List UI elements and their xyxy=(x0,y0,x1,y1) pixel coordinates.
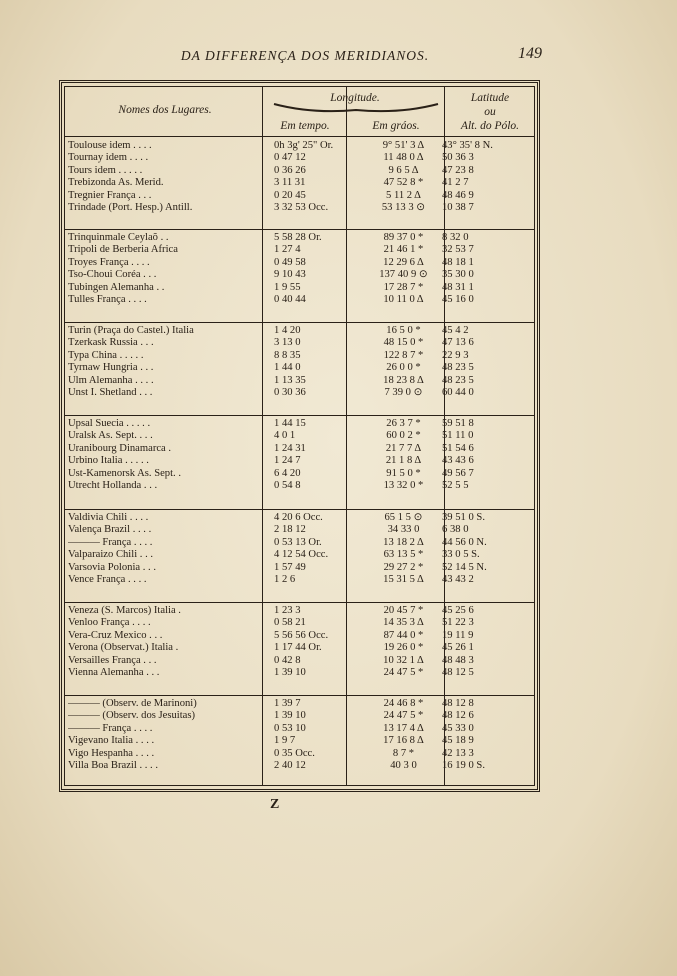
degree-value: 21 1 8 Δ xyxy=(385,455,422,467)
header-em-tempo: Em tempo. xyxy=(280,120,330,132)
table-row xyxy=(66,418,534,430)
place-name: Tulles França . . . . xyxy=(68,294,147,305)
place-name: Vigevano Italia . . . . xyxy=(68,735,155,747)
time-value: 4 0 1 xyxy=(274,430,296,442)
degree-value: 5 11 2 Δ xyxy=(386,189,421,201)
latitude-value: 43 43 2 xyxy=(442,574,474,585)
time-value: 1 44 0 xyxy=(274,362,301,374)
time-value: 0 36 26 xyxy=(274,164,306,176)
degree-value: 63 13 5 * xyxy=(383,549,424,561)
degree-value: 14 35 3 Δ xyxy=(383,617,424,629)
header-longitude: Longitude. xyxy=(330,92,380,104)
time-value: 0 47 12 xyxy=(274,152,306,164)
degree-value: 10 11 0 Δ xyxy=(383,294,424,305)
place-name: Vigo Hespanha . . . . xyxy=(68,747,155,759)
latitude-value: 52 5 5 xyxy=(442,480,469,491)
table-row xyxy=(66,723,534,735)
latitude-value: 47 13 6 xyxy=(442,337,474,349)
place-name: Vera-Cruz Mexico . . . xyxy=(68,629,163,641)
table-row xyxy=(66,190,534,202)
table-row xyxy=(66,655,534,667)
latitude-value: 49 56 7 xyxy=(442,467,474,479)
latitude-value: 8 32 0 xyxy=(442,232,469,243)
degree-value: 19 26 0 * xyxy=(383,642,424,654)
table-row xyxy=(66,574,534,586)
time-value: 3 11 31 xyxy=(274,177,306,189)
table-row xyxy=(66,443,534,455)
table-row xyxy=(66,698,534,710)
place-name: Vienna Alemanha . . . xyxy=(68,667,160,678)
time-value: 1 57 49 xyxy=(274,561,306,573)
table-row xyxy=(66,140,534,152)
place-name: Valdivia Chili . . . . xyxy=(68,512,149,523)
degree-value: 29 27 2 * xyxy=(383,561,424,573)
place-name: Valença Brazil . . . . xyxy=(68,524,152,536)
degree-value: 87 44 0 * xyxy=(383,629,424,641)
latitude-value: 48 12 6 xyxy=(442,710,474,722)
group-rule xyxy=(64,509,535,510)
time-value: 6 4 20 xyxy=(274,467,301,479)
latitude-value: 60 44 0 xyxy=(442,387,474,398)
degree-value: 15 31 5 Δ xyxy=(383,574,424,585)
time-value: 1 44 15 xyxy=(274,418,306,429)
place-name: Valparaizo Chili . . . xyxy=(68,549,154,561)
degree-value: 9 6 5 Δ xyxy=(388,164,419,176)
place-name: ——— (Observ. de Marinoni) xyxy=(68,698,197,709)
degree-value: 7 39 0 ⊙ xyxy=(384,387,423,398)
degree-value: 8 7 * xyxy=(392,747,415,759)
latitude-value: 22 9 3 xyxy=(442,349,469,361)
place-name: Tubingen Alemanha . . xyxy=(68,281,165,293)
table-row xyxy=(66,325,534,337)
latitude-value: 6 38 0 xyxy=(442,524,469,536)
place-name: ——— (Observ. dos Jesuitas) xyxy=(68,710,196,722)
table-row xyxy=(66,152,534,164)
latitude-value: 41 2 7 xyxy=(442,177,469,189)
degree-value: 137 40 9 ⊙ xyxy=(379,269,428,281)
table-row xyxy=(66,710,534,722)
time-value: 5 56 56 Occ. xyxy=(274,629,329,641)
table-row xyxy=(66,257,534,269)
table-row xyxy=(66,375,534,387)
place-name: Uranibourg Dinamarca . xyxy=(68,442,172,454)
degree-value: 48 15 0 * xyxy=(383,337,424,349)
degree-value: 21 7 7 Δ xyxy=(385,442,422,454)
table-row xyxy=(66,642,534,654)
degree-value: 17 16 8 Δ xyxy=(383,735,424,747)
place-name: Unst I. Shetland . . . xyxy=(68,387,153,398)
latitude-value: 45 33 0 xyxy=(442,722,474,734)
time-value: 1 17 44 Or. xyxy=(274,642,322,654)
group-rule xyxy=(64,322,535,323)
table-row xyxy=(66,337,534,349)
place-name: Tzerkask Russia . . . xyxy=(68,337,154,349)
latitude-value: 43 43 6 xyxy=(442,455,474,467)
time-value: 0 53 13 Or. xyxy=(274,536,322,548)
table-row xyxy=(66,735,534,747)
place-name: Tso-Choui Coréa . . . xyxy=(68,269,157,281)
degree-value: 122 8 7 * xyxy=(383,349,424,361)
place-name: Venloo França . . . . xyxy=(68,617,151,629)
table-row xyxy=(66,468,534,480)
table-row xyxy=(66,524,534,536)
time-value: 1 13 35 xyxy=(274,374,306,386)
place-name: Toulouse idem . . . . xyxy=(68,140,152,151)
time-value: 3 32 53 Occ. xyxy=(274,202,329,213)
degree-value: 24 47 5 * xyxy=(383,667,424,678)
header-latitude-alt: Alt. do Pólo. xyxy=(460,120,520,132)
place-name: ——— França . . . . xyxy=(68,536,153,548)
place-name: Ulm Alemanha . . . . xyxy=(68,374,154,386)
latitude-value: 43° 35' 8 N. xyxy=(442,140,493,151)
header-em-graos: Em gráos. xyxy=(372,120,420,132)
latitude-value: 51 11 0 xyxy=(442,430,474,442)
time-value: 2 18 12 xyxy=(274,524,306,536)
table-row xyxy=(66,748,534,760)
place-name: Trebizonda As. Merid. xyxy=(68,177,164,189)
time-value: 0 40 44 xyxy=(274,294,306,305)
latitude-value: 51 54 6 xyxy=(442,442,474,454)
signature-mark: Z xyxy=(270,797,280,812)
degree-value: 16 5 0 * xyxy=(386,325,421,336)
time-value: 8 8 35 xyxy=(274,349,301,361)
latitude-value: 45 18 9 xyxy=(442,735,474,747)
place-name: Ust-Kamenorsk As. Sept. . xyxy=(68,467,181,479)
time-value: 1 27 4 xyxy=(274,244,301,256)
place-name: Vence França . . . . xyxy=(68,574,147,585)
place-name: ——— França . . . . xyxy=(68,722,153,734)
header-names: Nomes dos Lugares. xyxy=(118,104,212,116)
degree-value: 34 33 0 xyxy=(387,524,420,536)
running-head: DA DIFFERENÇA DOS MERIDIANOS. xyxy=(180,48,430,63)
time-value: 1 9 55 xyxy=(274,281,301,293)
time-value: 0 49 58 xyxy=(274,256,306,268)
header-latitude: Latitude xyxy=(470,92,510,104)
degree-value: 53 13 3 ⊙ xyxy=(381,202,426,213)
time-value: 1 39 10 xyxy=(274,667,306,678)
latitude-value: 10 38 7 xyxy=(442,202,474,213)
degree-value: 21 46 1 * xyxy=(383,244,424,256)
degree-value: 91 5 0 * xyxy=(386,467,421,479)
latitude-value: 48 23 5 xyxy=(442,374,474,386)
place-name: Tyrnaw Hungria . . . xyxy=(68,362,154,374)
time-value: 0 42 8 xyxy=(274,654,301,666)
header-rule xyxy=(64,136,535,137)
latitude-value: 48 46 9 xyxy=(442,189,474,201)
table-row xyxy=(66,387,534,399)
time-value: 0h 3g' 25" Or. xyxy=(274,140,334,151)
degree-value: 17 28 7 * xyxy=(383,281,424,293)
latitude-value: 45 25 6 xyxy=(442,605,474,616)
time-value: 1 23 3 xyxy=(274,605,301,616)
place-name: Trindade (Port. Hesp.) Antill. xyxy=(68,202,193,213)
place-name: Trinquinmale Ceylaõ . . xyxy=(68,232,169,243)
place-name: Villa Boa Brazil . . . . xyxy=(68,760,158,771)
latitude-value: 42 13 3 xyxy=(442,747,474,759)
time-value: 5 58 28 Or. xyxy=(274,232,322,243)
table-row xyxy=(66,480,534,492)
degree-value: 9° 51' 3 Δ xyxy=(382,140,425,151)
table-row xyxy=(66,232,534,244)
latitude-value: 59 51 8 xyxy=(442,418,474,429)
degree-value: 60 0 2 * xyxy=(386,430,421,442)
time-value: 4 20 6 Occ. xyxy=(274,512,323,523)
time-value: 0 54 8 xyxy=(274,480,301,491)
degree-value: 89 37 0 * xyxy=(383,232,424,243)
table-row xyxy=(66,455,534,467)
degree-value: 26 3 7 * xyxy=(386,418,421,429)
time-value: 1 39 7 xyxy=(274,698,301,709)
latitude-value: 45 4 2 xyxy=(442,325,469,336)
latitude-value: 32 53 7 xyxy=(442,244,474,256)
latitude-value: 48 12 8 xyxy=(442,698,474,709)
table-row xyxy=(66,617,534,629)
table-row xyxy=(66,630,534,642)
degree-value: 20 45 7 * xyxy=(383,605,424,616)
time-value: 0 20 45 xyxy=(274,189,306,201)
table-row xyxy=(66,282,534,294)
time-value: 0 30 36 xyxy=(274,387,306,398)
latitude-value: 48 23 5 xyxy=(442,362,474,374)
degree-value: 13 18 2 Δ xyxy=(383,536,424,548)
latitude-value: 33 0 5 S. xyxy=(442,549,480,561)
place-name: Uralsk As. Sept. . . . xyxy=(68,430,153,442)
latitude-value: 48 12 5 xyxy=(442,667,474,678)
table-row xyxy=(66,605,534,617)
latitude-value: 47 23 8 xyxy=(442,164,474,176)
latitude-value: 35 30 0 xyxy=(442,269,474,281)
table-row xyxy=(66,537,534,549)
degree-value: 26 0 0 * xyxy=(386,362,421,374)
degree-value: 11 48 0 Δ xyxy=(383,152,424,164)
latitude-value: 45 26 1 xyxy=(442,642,474,654)
latitude-value: 48 18 1 xyxy=(442,256,474,268)
degree-value: 65 1 5 ⊙ xyxy=(384,512,423,523)
time-value: 1 39 10 xyxy=(274,710,306,722)
group-rule xyxy=(64,695,535,696)
degree-value: 40 3 0 xyxy=(390,760,417,771)
time-value: 1 2 6 xyxy=(274,574,296,585)
degree-value: 12 29 6 Δ xyxy=(383,256,424,268)
degree-value: 47 52 8 * xyxy=(383,177,424,189)
page-number: 149 xyxy=(518,45,542,62)
latitude-value: 48 48 3 xyxy=(442,654,474,666)
time-value: 9 10 43 xyxy=(274,269,306,281)
table-row xyxy=(66,512,534,524)
latitude-value: 51 22 3 xyxy=(442,617,474,629)
latitude-value: 52 14 5 N. xyxy=(442,561,487,573)
table-row xyxy=(66,760,534,772)
header-latitude-ou: ou xyxy=(484,106,496,118)
time-value: 0 58 21 xyxy=(274,617,306,629)
time-value: 0 53 10 xyxy=(274,722,306,734)
place-name: Troyes França . . . . xyxy=(68,256,150,268)
place-name: Verona (Observat.) Italia . xyxy=(68,642,179,654)
group-rule xyxy=(64,415,535,416)
table-row xyxy=(66,269,534,281)
time-value: 1 4 20 xyxy=(274,325,301,336)
time-value: 1 24 7 xyxy=(274,455,301,467)
table-row xyxy=(66,430,534,442)
time-value: 1 9 7 xyxy=(274,735,296,747)
place-name: Turin (Praça do Castel.) Italia xyxy=(68,325,194,336)
latitude-value: 50 36 3 xyxy=(442,152,474,164)
place-name: Tours idem . . . . . xyxy=(68,164,143,176)
table-row xyxy=(66,667,534,679)
time-value: 4 12 54 Occ. xyxy=(274,549,329,561)
place-name: Varsovia Polonia . . . xyxy=(68,561,156,573)
place-name: Urbino Italia . . . . . xyxy=(68,455,149,467)
time-value: 2 40 12 xyxy=(274,760,306,771)
place-name: Versailles França . . . xyxy=(68,654,157,666)
place-name: Typa China . . . . . xyxy=(68,349,144,361)
latitude-value: 19 11 9 xyxy=(442,629,474,641)
group-rule xyxy=(64,229,535,230)
table-row xyxy=(66,177,534,189)
table-row xyxy=(66,165,534,177)
degree-value: 13 17 4 Δ xyxy=(383,722,424,734)
table-row xyxy=(66,202,534,214)
time-value: 0 35 Occ. xyxy=(274,747,315,759)
latitude-value: 16 19 0 S. xyxy=(442,760,485,771)
degree-value: 13 32 0 * xyxy=(383,480,424,491)
place-name: Veneza (S. Marcos) Italia . xyxy=(68,605,181,616)
place-name: Utrecht Hollanda . . . xyxy=(68,480,158,491)
degree-value: 24 47 5 * xyxy=(383,710,424,722)
table-row xyxy=(66,244,534,256)
table-row xyxy=(66,350,534,362)
time-value: 3 13 0 xyxy=(274,337,301,349)
place-name: Tripoli de Berberia Africa xyxy=(68,244,178,256)
table-row xyxy=(66,362,534,374)
place-name: Tregnier França . . . xyxy=(68,189,152,201)
latitude-value: 48 31 1 xyxy=(442,281,474,293)
degree-value: 10 32 1 Δ xyxy=(383,654,424,666)
time-value: 1 24 31 xyxy=(274,442,306,454)
latitude-value: 39 51 0 S. xyxy=(442,512,485,523)
degree-value: 18 23 8 Δ xyxy=(383,374,424,386)
place-name: Tournay idem . . . . xyxy=(68,152,149,164)
place-name: Upsal Suecia . . . . . xyxy=(68,418,151,429)
degree-value: 24 46 8 * xyxy=(383,698,424,709)
latitude-value: 44 56 0 N. xyxy=(442,536,487,548)
table-row xyxy=(66,562,534,574)
latitude-value: 45 16 0 xyxy=(442,294,474,305)
brace-icon xyxy=(272,100,440,114)
group-rule xyxy=(64,602,535,603)
table-row xyxy=(66,294,534,306)
table-row xyxy=(66,549,534,561)
